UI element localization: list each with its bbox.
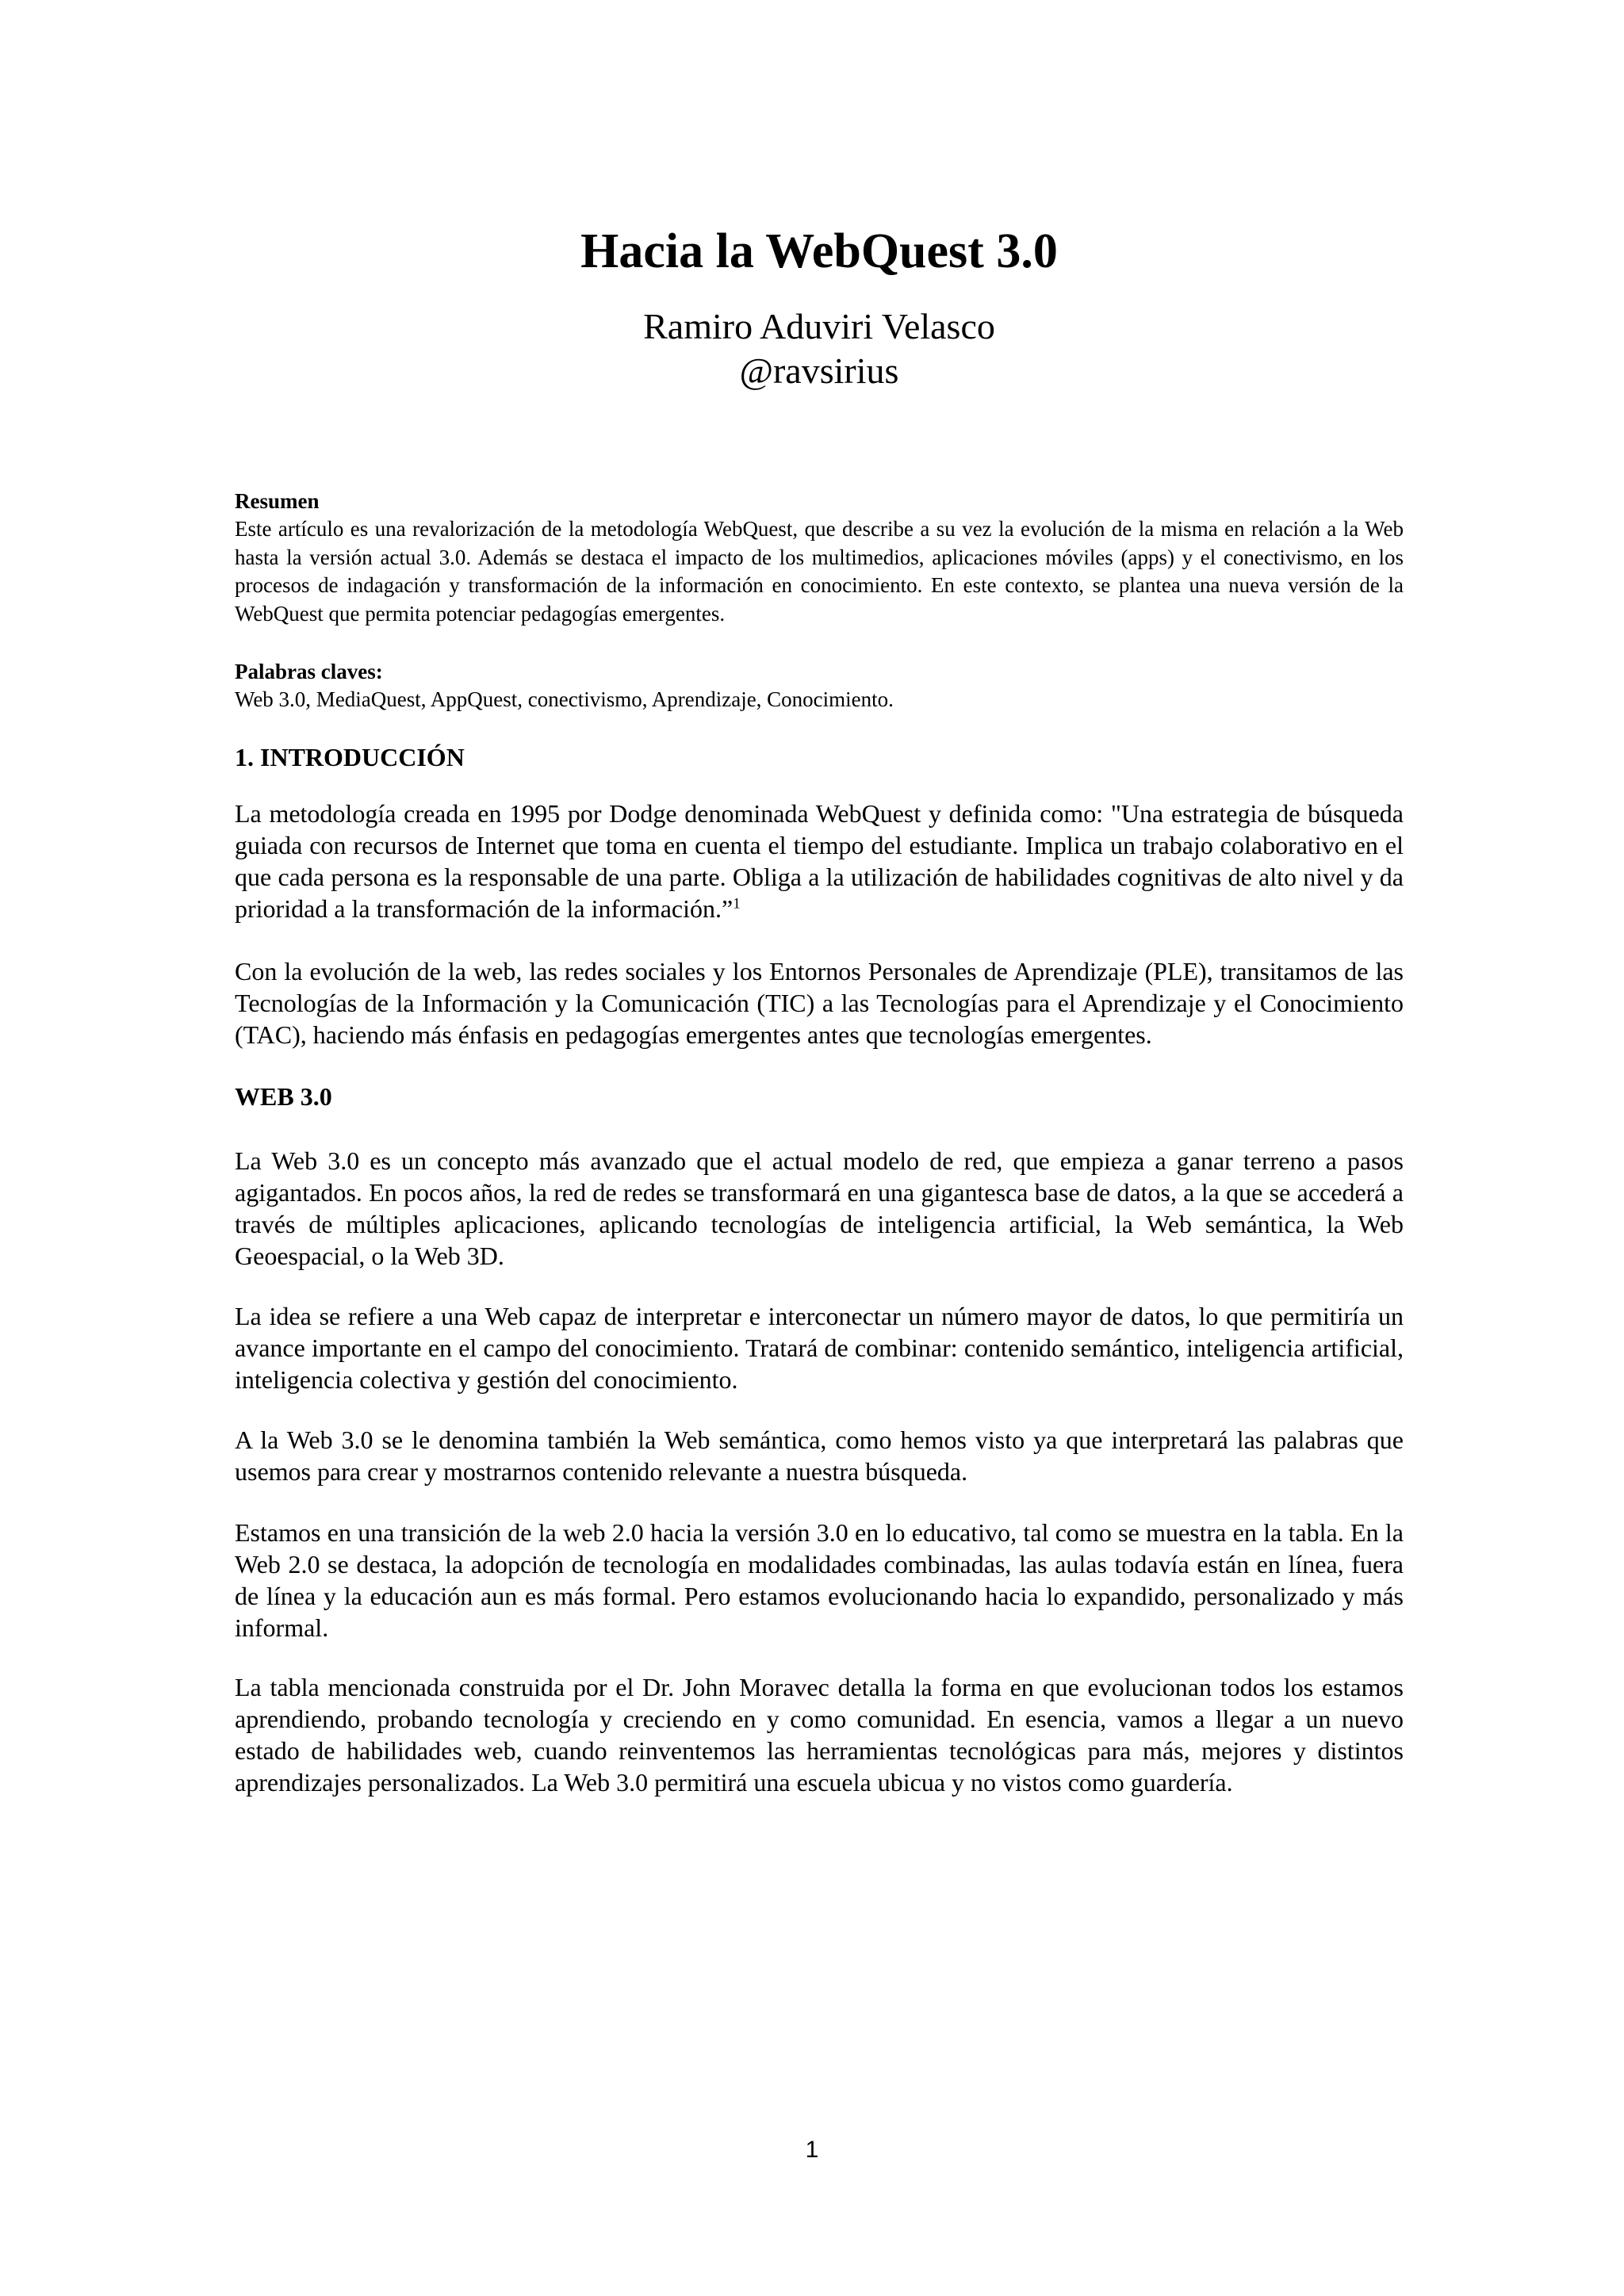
web30-paragraph-3: A la Web 3.0 se le denomina también la Web semántica, como hemos visto ya que interpretará las palabras que usemos para crear y mostrarnos contenido relevante a nuestra búsqueda. — [235, 1425, 1404, 1486]
document-title: Hacia la WebQuest 3.0 — [580, 224, 1058, 278]
intro-paragraph-1-text: La metodología creada en 1995 por Dodge denominada WebQuest y definida como: "Una estrategia de búsqueda guiada con recursos de Internet que toma en cuenta el tiempo del estudiante. Implica un trabajo colaborativo en el que cada persona es la responsable de una parte. Obliga a la utilización de habilidades cognitivas de alto nivel y da prioridad a la transformación de la información.” — [235, 799, 1404, 923]
keywords-text: Web 3.0, MediaQuest, AppQuest, conectivismo, Aprendizaje, Conocimiento. — [235, 687, 894, 711]
author-handle: @ravsirius — [739, 350, 899, 391]
web30-paragraph-5: La tabla mencionada construida por el Dr. John Moravec detalla la forma en que evolucionan todos los estamos aprendiendo, probando tecnología y creciendo en y como comunidad. En esencia, vamos a llegar a un nuevo estado de habilidades web, cuando reinventemos las herramientas tecnológicas para más, mejores y distintos aprendizajes personalizados. La Web 3.0 permitirá una escuela ubicua y no vistos como guardería. — [235, 1673, 1404, 1797]
document-page — [235, 0, 1404, 2296]
web30-paragraph-1: La Web 3.0 es un concepto más avanzado que el actual modelo de red, que empieza a ganar terreno a pasos agigantados. En pocos años, la red de redes se transformará en una gigantesca base de datos, a la que se accederá a través de múltiples aplicaciones, aplicando tecnologías de inteligencia artificial, la Web semántica, la Web Geoespacial, o la Web 3D. — [235, 1146, 1404, 1270]
section-heading-web30: WEB 3.0 — [235, 1082, 332, 1111]
intro-paragraph-1 — [235, 798, 1404, 924]
intro-paragraph-2: Con la evolución de la web, las redes sociales y los Entornos Personales de Aprendizaje (PLE), transitamos de las Tecnologías de la Información y la Comunicación (TIC) a las Tecnologías para el Aprendizaje y el Conocimiento (TAC), haciendo más énfasis en pedagogías emergentes antes que tecnologías emergentes. — [235, 957, 1404, 1049]
section-heading-introduccion: 1. INTRODUCCIÓN — [235, 743, 465, 771]
abstract-text: Este artículo es una revalorización de la metodología WebQuest, que describe a su vez la evolución de la misma en relación a la Web hasta la versión actual 3.0. Además se destaca el impacto de los multimedios, aplicaciones móviles (apps) y el conectivismo, en los procesos de indagación y transformación de la información en conocimiento. En este contexto, se plantea una nueva versión de la WebQuest que permita potenciar pedagogías emergentes. — [235, 517, 1404, 626]
page-number: 1 — [805, 2137, 819, 2163]
web30-paragraph-2: La idea se refiere a una Web capaz de interpretar e interconectar un número mayor de datos, lo que permitiría un avance importante en el campo del conocimiento. Tratará de combinar: contenido semántico, inteligencia artificial, inteligencia colectiva y gestión del conocimiento. — [235, 1302, 1404, 1394]
web30-paragraph-4: Estamos en una transición de la web 2.0 hacia la versión 3.0 en lo educativo, tal como se muestra en la tabla. En la Web 2.0 se destaca, la adopción de tecnología en modalidades combinadas, las aulas todavía están en línea, fuera de línea y la educación aun es más formal. Pero estamos evolucionando hacia lo expandido, personalizado y más informal. — [235, 1518, 1404, 1642]
keywords-heading: Palabras claves: — [235, 660, 383, 683]
abstract-heading: Resumen — [235, 489, 320, 513]
author-name: Ramiro Aduviri Velasco — [643, 306, 995, 346]
footnote-mark: 1 — [733, 895, 741, 913]
